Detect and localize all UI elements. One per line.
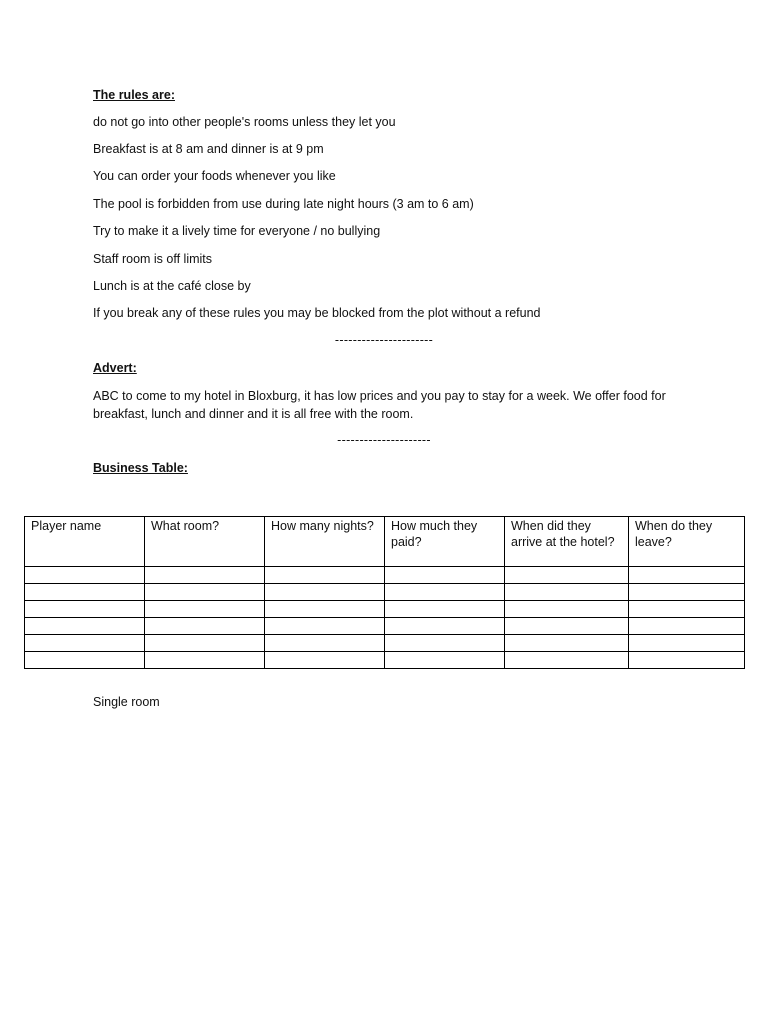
advert-heading: Advert:: [93, 361, 137, 375]
table-cell: [629, 584, 745, 601]
rule-item: do not go into other people's rooms unless they let you: [93, 115, 396, 129]
rule-item: Breakfast is at 8 am and dinner is at 9 pm: [93, 142, 324, 156]
table-cell: [145, 618, 265, 635]
column-header: When did they arrive at the hotel?: [505, 517, 629, 567]
rule-item: Staff room is off limits: [93, 252, 213, 266]
table-cell: [629, 618, 745, 635]
table-row: [25, 567, 745, 584]
table-header-row: [25, 517, 745, 567]
table-cell: [25, 618, 145, 635]
table-cell: [265, 601, 385, 618]
table-cell: [629, 567, 745, 584]
business-table: [24, 516, 745, 669]
rules-heading: The rules are:: [93, 88, 175, 102]
rule-item: You can order your foods whenever you like: [93, 169, 336, 183]
column-header: How much they paid?: [385, 517, 505, 567]
table-cell: [505, 601, 629, 618]
table-cell: [265, 635, 385, 652]
table-cell: [265, 567, 385, 584]
table-cell: [385, 584, 505, 601]
business-table-heading: Business Table:: [93, 461, 188, 475]
table-cell: [385, 652, 505, 669]
table-cell: [25, 584, 145, 601]
table-row: [25, 652, 745, 669]
rule-item: Try to make it a lively time for everyone / no bullying: [93, 224, 381, 238]
table-cell: [385, 567, 505, 584]
table-cell: [25, 635, 145, 652]
table-cell: [505, 635, 629, 652]
table-cell: [25, 601, 145, 618]
table-cell: [385, 601, 505, 618]
table-cell: [385, 618, 505, 635]
table-row: [25, 618, 745, 635]
table-cell: [505, 567, 629, 584]
table-cell: [145, 601, 265, 618]
table-row: [25, 601, 745, 618]
table-cell: [629, 652, 745, 669]
rule-item: The pool is forbidden from use during late night hours (3 am to 6 am): [93, 197, 474, 211]
table-row: [25, 635, 745, 652]
column-header: How many nights?: [265, 517, 385, 567]
table-cell: [25, 567, 145, 584]
column-header: Player name: [25, 517, 145, 567]
table-cell: [505, 652, 629, 669]
table-cell: [265, 618, 385, 635]
table-cell: [145, 635, 265, 652]
table-cell: [145, 567, 265, 584]
table-cell: [145, 652, 265, 669]
table-cell: [265, 584, 385, 601]
separator: ---------------------: [337, 433, 431, 447]
rule-item: If you break any of these rules you may be blocked from the plot without a refund: [93, 306, 541, 320]
table-row: [25, 584, 745, 601]
table-cell: [629, 635, 745, 652]
table-cell: [385, 635, 505, 652]
column-header: What room?: [145, 517, 265, 567]
rule-item: Lunch is at the café close by: [93, 279, 251, 293]
table-cell: [265, 652, 385, 669]
table-cell: [505, 584, 629, 601]
column-header: When do they leave?: [629, 517, 745, 567]
table-cell: [145, 584, 265, 601]
separator: ----------------------: [334, 333, 434, 347]
table-cell: [25, 652, 145, 669]
advert-text: ABC to come to my hotel in Bloxburg, it has low prices and you pay to stay for a week. We offer food for breakfast, lunch and dinner and it is all free with the room.: [93, 389, 666, 421]
table-cell: [505, 618, 629, 635]
table-cell: [629, 601, 745, 618]
single-room-text: Single room: [93, 695, 160, 709]
